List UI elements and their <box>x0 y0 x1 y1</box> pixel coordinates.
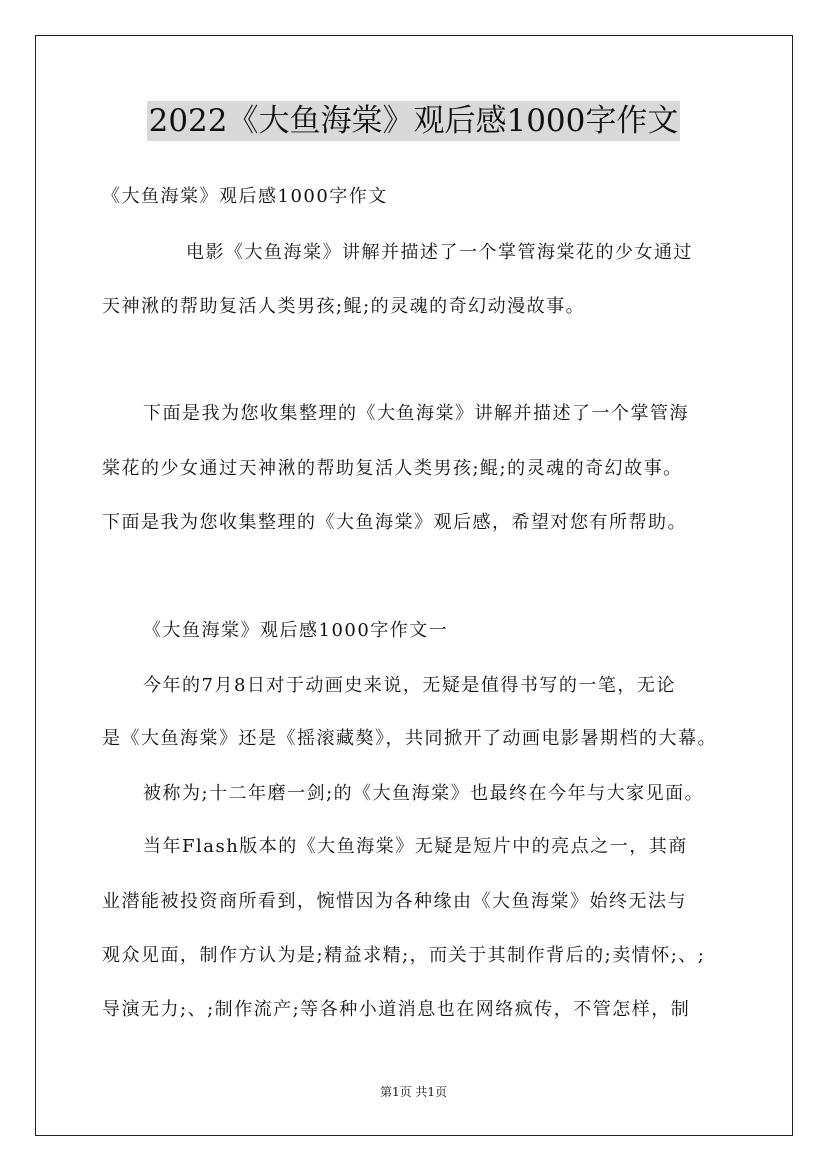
paragraph-line: 今年的7月8日对于动画史来说，无疑是值得书写的一笔，无论 <box>143 675 676 696</box>
page-number-footer: 第1页 共1页 <box>379 1085 448 1099</box>
title-container <box>0 101 827 141</box>
paragraph-line: 下面是我为您收集整理的《大鱼海棠》讲解并描述了一个掌管海 <box>143 403 689 424</box>
paragraph-line: 导演无力;、;制作流产;等各种小道消息也在网络疯传，不管怎样，制 <box>102 999 691 1020</box>
subtitle-line: 《大鱼海棠》观后感1000字作文 <box>102 186 388 207</box>
paragraph-line: 棠花的少女通过天神湫的帮助复活人类男孩;鲲;的灵魂的奇幻故事。 <box>102 458 683 479</box>
document-title: 2022《大鱼海棠》观后感1000字作文 <box>148 103 679 139</box>
paragraph-line: 当年Flash版本的《大鱼海棠》无疑是短片中的亮点之一，其商 <box>143 836 688 857</box>
section-heading: 《大鱼海棠》观后感1000字作文一 <box>143 620 449 641</box>
paragraph-line: 电影《大鱼海棠》讲解并描述了一个掌管海棠花的少女通过 <box>186 242 693 263</box>
paragraph-line: 观众见面，制作方认为是;精益求精;，而关于其制作背后的;卖情怀;、; <box>102 945 706 966</box>
paragraph-line: 是《大鱼海棠》还是《摇滚藏獒》，共同掀开了动画电影暑期档的大幕。 <box>102 728 717 749</box>
paragraph-line: 下面是我为您收集整理的《大鱼海棠》观后感，希望对您有所帮助。 <box>102 512 687 533</box>
paragraph-line: 被称为;十二年磨一剑;的《大鱼海棠》也最终在今年与大家见面。 <box>143 783 705 804</box>
paragraph-line: 业潜能被投资商所看到，惋惜因为各种缘由《大鱼海棠》始终无法与 <box>102 891 687 912</box>
paragraph-line: 天神湫的帮助复活人类男孩;鲲;的灵魂的奇幻动漫故事。 <box>102 296 586 317</box>
